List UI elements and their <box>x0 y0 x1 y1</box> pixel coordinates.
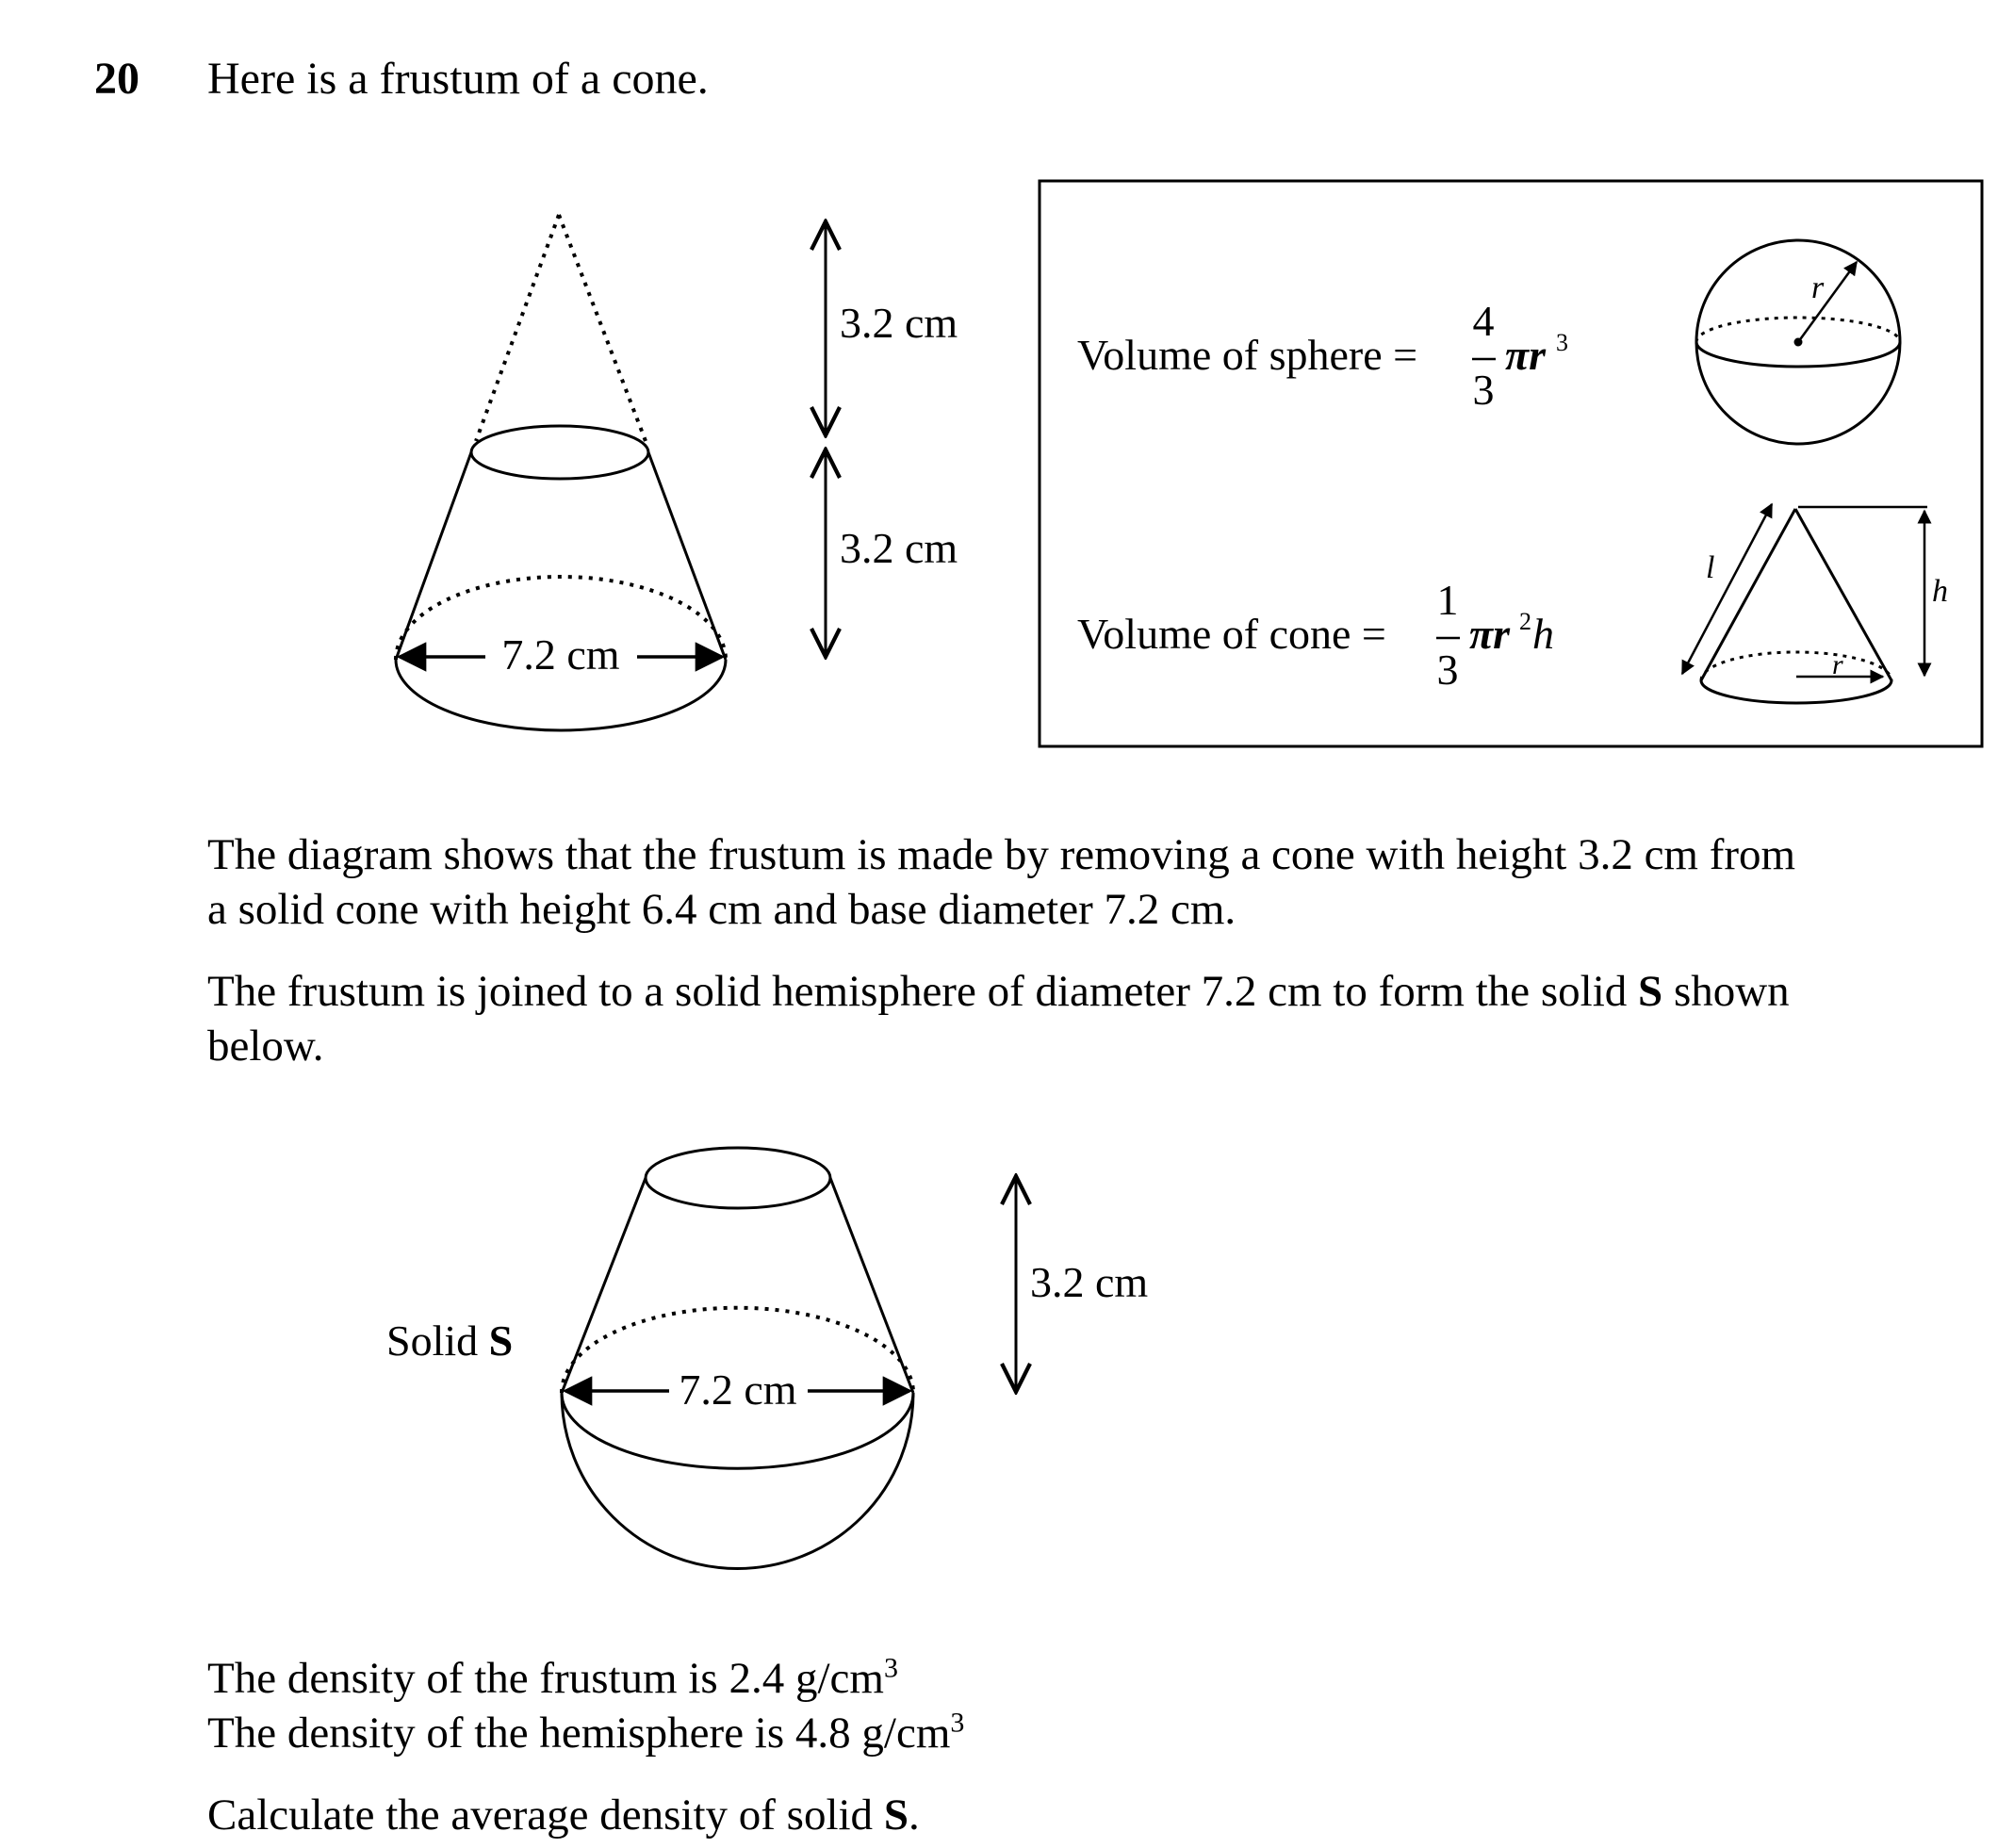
paragraph-1-line-2: a solid cone with height 6.4 cm and base diameter 7.2 cm. <box>207 885 1236 934</box>
cone-formula-exponent: 2 <box>1519 608 1531 635</box>
apex-dotted-left <box>476 215 559 441</box>
cone-l-label: l <box>1706 550 1715 585</box>
cone-h-label: h <box>1932 574 1948 609</box>
frustum-diameter-label: 7.2 cm <box>501 630 620 679</box>
solid-s-figure <box>562 1148 1016 1569</box>
sphere-diagram <box>1696 240 1900 444</box>
density-frustum: The density of the frustum is 2.4 $g/cm^3$ <box>207 1652 898 1703</box>
solid-s-hemisphere <box>562 1393 913 1569</box>
cone-slant-arrow <box>1682 504 1772 674</box>
sphere-center-dot <box>1795 339 1801 345</box>
paragraph-1-line-1: The diagram shows that the frustum is made by removing a cone with height 3.2 cm from <box>207 830 1796 879</box>
cone-diagram <box>1682 504 1927 703</box>
sphere-formula-exponent: 3 <box>1556 329 1568 356</box>
frustum-top-ellipse <box>471 426 648 479</box>
apex-dotted-right <box>559 215 646 441</box>
cone-formula-tail-a: πr <box>1469 610 1511 658</box>
cone-base-front <box>1701 680 1891 703</box>
question-number: 20 <box>94 54 139 104</box>
solid-s-top-ellipse <box>646 1148 830 1208</box>
bottom-height-label: 3.2 cm <box>840 524 958 572</box>
sphere-fraction-denominator: 3 <box>1472 366 1495 414</box>
task-statement: Calculate the average density of solid S. <box>207 1791 920 1840</box>
paragraph-2-line-2: below. <box>207 1022 324 1071</box>
sphere-formula-tail: πr <box>1505 331 1547 379</box>
cone-side-left <box>1701 509 1795 680</box>
density-hemisphere: The density of the hemisphere is 4.8 $g/cm^3$ <box>207 1707 965 1758</box>
paragraph-1 <box>207 827 1932 937</box>
solid-s-height-label: 3.2 cm <box>1030 1258 1149 1306</box>
cone-r-label: r <box>1832 649 1843 680</box>
solid-s-label: Solid S <box>386 1316 514 1365</box>
cone-formula-tail-b: h <box>1532 610 1554 658</box>
sphere-fraction-numerator: 4 <box>1472 297 1495 345</box>
solid-s-diameter-label: 7.2 cm <box>679 1366 797 1414</box>
paragraph-2 <box>207 964 1932 1073</box>
question-intro: Here is a frustum of a cone. <box>207 54 709 104</box>
sphere-r-label: r <box>1811 270 1825 305</box>
paragraph-2-line-1: The frustum is joined to a solid hemisphere of diameter 7.2 cm to form the solid S shown <box>207 967 1790 1016</box>
sphere-formula-text: Volume of sphere = <box>1077 331 1418 379</box>
sphere-radius-arrow <box>1798 262 1857 342</box>
top-height-label: 3.2 cm <box>840 299 958 347</box>
cone-formula-text: Volume of cone = <box>1077 610 1386 658</box>
solid-s-side-left <box>562 1178 646 1393</box>
cone-fraction-numerator: 1 <box>1436 576 1459 624</box>
cone-fraction-denominator: 3 <box>1436 646 1459 694</box>
